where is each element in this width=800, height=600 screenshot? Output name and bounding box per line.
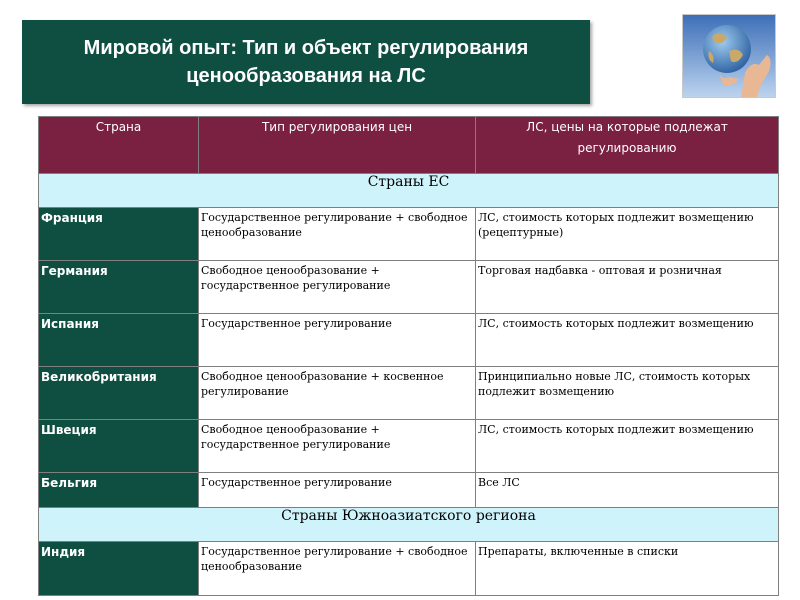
country-cell: Индия [39, 542, 199, 596]
regulated-drugs-cell: Принципиально новые ЛС, стоимость которых подлежит возмещению [476, 367, 779, 420]
table-row [39, 314, 779, 367]
table-row [39, 542, 779, 596]
regulation-type-cell: Свободное ценообразование + государственное регулирование [199, 420, 476, 473]
table-row [39, 367, 779, 420]
header-regulation-type: Тип регулирования цен [199, 117, 476, 174]
regulation-type-cell: Государственное регулирование + свободное ценообразование [199, 208, 476, 261]
regulated-drugs-cell: Все ЛС [476, 473, 779, 508]
slide-title [22, 20, 590, 104]
regulation-type-cell: Свободное ценообразование + государственное регулирование [199, 261, 476, 314]
country-cell: Великобритания [39, 367, 199, 420]
header-country: Страна [39, 117, 199, 174]
slide-title-line-1: Мировой опыт: Тип и объект регулирования [83, 37, 529, 59]
regulation-type-cell: Свободное ценообразование + косвенное регулирование [199, 367, 476, 420]
table-row [39, 261, 779, 314]
price-regulation-table [38, 116, 779, 596]
group-label: Страны ЕС [39, 174, 779, 208]
regulated-drugs-cell: ЛС, стоимость которых подлежит возмещению [476, 314, 779, 367]
table-row [39, 208, 779, 261]
regulated-drugs-cell: ЛС, стоимость которых подлежит возмещению (рецептурные) [476, 208, 779, 261]
group-row-south-asia [39, 508, 779, 542]
table-row [39, 420, 779, 473]
group-row-eu [39, 174, 779, 208]
regulation-type-cell: Государственное регулирование [199, 314, 476, 367]
country-cell: Франция [39, 208, 199, 261]
regulated-drugs-cell: Торговая надбавка - оптовая и розничная [476, 261, 779, 314]
country-cell: Бельгия [39, 473, 199, 508]
regulation-type-cell: Государственное регулирование + свободное ценообразование [199, 542, 476, 596]
regulated-drugs-cell: Препараты, включенные в списки [476, 542, 779, 596]
header-regulated-drugs: ЛС, цены на которые подлежат регулированию [476, 117, 779, 174]
table-header-row [39, 117, 779, 174]
regulation-type-cell: Государственное регулирование [199, 473, 476, 508]
country-cell: Испания [39, 314, 199, 367]
country-cell: Швеция [39, 420, 199, 473]
globe-icon [682, 14, 776, 98]
regulated-drugs-cell: ЛС, стоимость которых подлежит возмещению [476, 420, 779, 473]
table-row [39, 473, 779, 508]
slide-title-line-2: ценообразования на ЛС [186, 65, 426, 87]
country-cell: Германия [39, 261, 199, 314]
group-label: Страны Южноазиатского региона [39, 508, 779, 542]
